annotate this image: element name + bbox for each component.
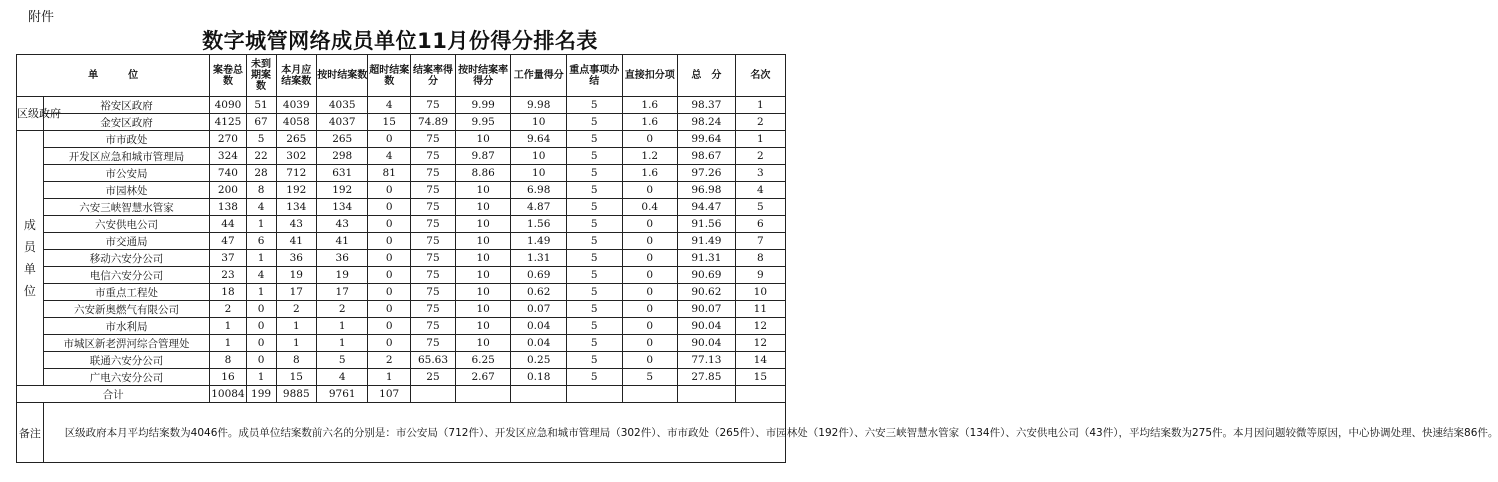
cell-workload-score: 0.25 xyxy=(511,352,567,369)
cell-deduction: 0 xyxy=(622,250,678,267)
header-row xyxy=(17,55,786,97)
table-row xyxy=(17,114,786,131)
unit-name: 裕安区政府 xyxy=(43,97,210,114)
cell-total-score: 77.13 xyxy=(678,352,736,369)
cell-deduction: 0 xyxy=(622,301,678,318)
table-row xyxy=(17,318,786,335)
col-header-total-score: 总 分 xyxy=(678,55,736,97)
table-row xyxy=(17,369,786,386)
table-row xyxy=(17,165,786,182)
cell-due: 265 xyxy=(276,131,317,148)
cell-total-score: 90.07 xyxy=(678,301,736,318)
cell-total-score: 90.04 xyxy=(678,318,736,335)
col-header-deduction: 直接扣分项 xyxy=(622,55,678,97)
cell-ontime-rate-score: 9.95 xyxy=(455,114,511,131)
unit-name: 电信六安分公司 xyxy=(43,267,210,284)
cell-key-items-score: 5 xyxy=(566,114,622,131)
cell-due: 17 xyxy=(276,284,317,301)
cell-ontime-rate-score: 2.67 xyxy=(455,369,511,386)
table-row xyxy=(17,148,786,165)
cell-overdue: 0 xyxy=(368,250,411,267)
ranking-table xyxy=(16,54,1498,463)
unit-name: 市水利局 xyxy=(43,318,210,335)
cell-key-items-score: 5 xyxy=(566,250,622,267)
table-row xyxy=(17,216,786,233)
cell-rank: 4 xyxy=(735,182,785,199)
totals-due: 9885 xyxy=(276,386,317,403)
cell-ontime: 43 xyxy=(317,216,368,233)
totals-not-due: 199 xyxy=(246,386,276,403)
cell-rank: 5 xyxy=(735,199,785,216)
cell-rank: 2 xyxy=(735,114,785,131)
cell-due: 302 xyxy=(276,148,317,165)
col-header-unit: 单 位 xyxy=(17,55,210,97)
cell-key-items-score: 5 xyxy=(566,335,622,352)
unit-name: 六安新奥燃气有限公司 xyxy=(43,301,210,318)
note-label: 备注 xyxy=(17,403,44,463)
cell-close-rate-score: 75 xyxy=(411,148,456,165)
cell-key-items-score: 5 xyxy=(566,369,622,386)
cell-case-total: 8 xyxy=(210,352,246,369)
cell-close-rate-score: 75 xyxy=(411,165,456,182)
cell-workload-score: 10 xyxy=(511,148,567,165)
col-header-due: 本月应结案数 xyxy=(276,55,317,97)
cell-case-total: 44 xyxy=(210,216,246,233)
cell-deduction: 0 xyxy=(622,335,678,352)
table-row xyxy=(17,182,786,199)
totals-empty xyxy=(411,386,456,403)
cell-overdue: 4 xyxy=(368,97,411,114)
cell-deduction: 1.6 xyxy=(622,97,678,114)
cell-workload-score: 0.18 xyxy=(511,369,567,386)
cell-workload-score: 0.69 xyxy=(511,267,567,284)
col-header-workload-score: 工作量得分 xyxy=(511,55,567,97)
cell-deduction: 1.6 xyxy=(622,165,678,182)
cell-deduction: 0 xyxy=(622,318,678,335)
cell-deduction: 0 xyxy=(622,233,678,250)
cell-ontime-rate-score: 10 xyxy=(455,301,511,318)
cell-key-items-score: 5 xyxy=(566,97,622,114)
cell-rank: 6 xyxy=(735,216,785,233)
cell-key-items-score: 5 xyxy=(566,199,622,216)
totals-ontime: 9761 xyxy=(317,386,368,403)
totals-empty xyxy=(678,386,736,403)
cell-ontime: 4037 xyxy=(317,114,368,131)
cell-due: 712 xyxy=(276,165,317,182)
cell-due: 1 xyxy=(276,318,317,335)
cell-case-total: 200 xyxy=(210,182,246,199)
cell-total-score: 98.37 xyxy=(678,97,736,114)
cell-not-due: 5 xyxy=(246,131,276,148)
group-label-member-char: 员 xyxy=(23,240,36,254)
cell-total-score: 27.85 xyxy=(678,369,736,386)
table-row xyxy=(17,284,786,301)
unit-name: 市市政处 xyxy=(43,131,210,148)
cell-close-rate-score: 75 xyxy=(411,318,456,335)
cell-deduction: 0.4 xyxy=(622,199,678,216)
cell-case-total: 740 xyxy=(210,165,246,182)
cell-close-rate-score: 75 xyxy=(411,335,456,352)
cell-deduction: 0 xyxy=(622,352,678,369)
unit-name: 六安供电公司 xyxy=(43,216,210,233)
cell-deduction: 5 xyxy=(622,369,678,386)
note-text: 区级政府本月平均结案数为4046件。成员单位结案数前六名的分别是：市公安局（712件）、开发区应急和城市管理局（302件）、市市政处（265件）、市园林处（192件）、六安三峡智慧水管家（134件）、六安供电公司（43件），平均结案数为275件。本月因问题较微等原因，中心协调处理、快速结案86件。 xyxy=(43,403,785,463)
cell-workload-score: 0.62 xyxy=(511,284,567,301)
cell-key-items-score: 5 xyxy=(566,216,622,233)
cell-deduction: 1.6 xyxy=(622,114,678,131)
cell-rank: 7 xyxy=(735,233,785,250)
cell-total-score: 90.04 xyxy=(678,335,736,352)
cell-rank: 2 xyxy=(735,148,785,165)
unit-name: 市公安局 xyxy=(43,165,210,182)
totals-case-total: 10084 xyxy=(210,386,246,403)
cell-key-items-score: 5 xyxy=(566,267,622,284)
cell-close-rate-score: 75 xyxy=(411,131,456,148)
cell-ontime-rate-score: 9.87 xyxy=(455,148,511,165)
cell-overdue: 0 xyxy=(368,216,411,233)
cell-workload-score: 10 xyxy=(511,165,567,182)
col-header-case-total: 案卷总数 xyxy=(210,55,246,97)
cell-deduction: 0 xyxy=(622,216,678,233)
cell-rank: 15 xyxy=(735,369,785,386)
cell-ontime: 192 xyxy=(317,182,368,199)
cell-due: 1 xyxy=(276,335,317,352)
cell-ontime: 2 xyxy=(317,301,368,318)
cell-close-rate-score: 75 xyxy=(411,284,456,301)
cell-not-due: 0 xyxy=(246,352,276,369)
cell-ontime-rate-score: 10 xyxy=(455,199,511,216)
cell-case-total: 4090 xyxy=(210,97,246,114)
unit-name: 金安区政府 xyxy=(43,114,210,131)
table-row xyxy=(17,250,786,267)
cell-close-rate-score: 75 xyxy=(411,250,456,267)
cell-ontime: 631 xyxy=(317,165,368,182)
cell-deduction: 0 xyxy=(622,182,678,199)
cell-ontime: 17 xyxy=(317,284,368,301)
cell-rank: 12 xyxy=(735,335,785,352)
cell-overdue: 4 xyxy=(368,148,411,165)
unit-name: 市园林处 xyxy=(43,182,210,199)
cell-workload-score: 9.98 xyxy=(511,97,567,114)
cell-total-score: 91.31 xyxy=(678,250,736,267)
cell-case-total: 37 xyxy=(210,250,246,267)
col-header-not-due: 未到期案数 xyxy=(246,55,276,97)
cell-rank: 1 xyxy=(735,97,785,114)
cell-case-total: 270 xyxy=(210,131,246,148)
cell-total-score: 90.69 xyxy=(678,267,736,284)
cell-total-score: 91.49 xyxy=(678,233,736,250)
col-header-key-items-score: 重点事项办结 xyxy=(566,55,622,97)
totals-overdue: 107 xyxy=(368,386,411,403)
cell-workload-score: 1.49 xyxy=(511,233,567,250)
table-row xyxy=(17,97,786,114)
table-row xyxy=(17,131,786,148)
totals-empty xyxy=(622,386,678,403)
cell-ontime-rate-score: 10 xyxy=(455,284,511,301)
cell-workload-score: 9.64 xyxy=(511,131,567,148)
cell-total-score: 99.64 xyxy=(678,131,736,148)
cell-due: 4039 xyxy=(276,97,317,114)
cell-key-items-score: 5 xyxy=(566,148,622,165)
cell-close-rate-score: 25 xyxy=(411,369,456,386)
cell-overdue: 0 xyxy=(368,182,411,199)
cell-ontime: 19 xyxy=(317,267,368,284)
cell-overdue: 2 xyxy=(368,352,411,369)
cell-overdue: 81 xyxy=(368,165,411,182)
cell-overdue: 0 xyxy=(368,199,411,216)
cell-rank: 1 xyxy=(735,131,785,148)
unit-name: 市城区新老淠河综合管理处 xyxy=(43,335,210,352)
cell-overdue: 15 xyxy=(368,114,411,131)
cell-case-total: 324 xyxy=(210,148,246,165)
cell-total-score: 98.67 xyxy=(678,148,736,165)
cell-workload-score: 6.98 xyxy=(511,182,567,199)
note-row xyxy=(17,403,786,463)
cell-due: 19 xyxy=(276,267,317,284)
cell-not-due: 1 xyxy=(246,216,276,233)
totals-empty xyxy=(566,386,622,403)
cell-ontime-rate-score: 10 xyxy=(455,216,511,233)
cell-overdue: 0 xyxy=(368,131,411,148)
col-header-ontime: 按时结案数 xyxy=(317,55,368,97)
unit-name: 移动六安分公司 xyxy=(43,250,210,267)
cell-ontime: 41 xyxy=(317,233,368,250)
group-label-district: 区级政府 xyxy=(17,97,44,131)
cell-not-due: 67 xyxy=(246,114,276,131)
cell-not-due: 0 xyxy=(246,301,276,318)
cell-due: 192 xyxy=(276,182,317,199)
cell-ontime: 4035 xyxy=(317,97,368,114)
cell-case-total: 4125 xyxy=(210,114,246,131)
cell-not-due: 22 xyxy=(246,148,276,165)
cell-due: 2 xyxy=(276,301,317,318)
cell-case-total: 23 xyxy=(210,267,246,284)
cell-key-items-score: 5 xyxy=(566,182,622,199)
col-header-rank: 名次 xyxy=(735,55,785,97)
cell-key-items-score: 5 xyxy=(566,284,622,301)
cell-total-score: 90.62 xyxy=(678,284,736,301)
unit-name: 六安三峡智慧水管家 xyxy=(43,199,210,216)
cell-not-due: 0 xyxy=(246,335,276,352)
cell-ontime: 134 xyxy=(317,199,368,216)
cell-case-total: 47 xyxy=(210,233,246,250)
cell-key-items-score: 5 xyxy=(566,318,622,335)
unit-name: 联通六安分公司 xyxy=(43,352,210,369)
cell-not-due: 1 xyxy=(246,369,276,386)
cell-workload-score: 10 xyxy=(511,114,567,131)
cell-not-due: 8 xyxy=(246,182,276,199)
cell-rank: 11 xyxy=(735,301,785,318)
cell-deduction: 0 xyxy=(622,131,678,148)
totals-empty xyxy=(455,386,511,403)
cell-overdue: 0 xyxy=(368,335,411,352)
cell-ontime: 4 xyxy=(317,369,368,386)
cell-ontime-rate-score: 10 xyxy=(455,250,511,267)
cell-close-rate-score: 75 xyxy=(411,182,456,199)
unit-name: 市交通局 xyxy=(43,233,210,250)
group-label-member-char: 位 xyxy=(23,284,36,298)
cell-not-due: 4 xyxy=(246,267,276,284)
table-row xyxy=(17,267,786,284)
col-header-close-rate-score: 结案率得分 xyxy=(411,55,456,97)
cell-ontime: 36 xyxy=(317,250,368,267)
cell-total-score: 94.47 xyxy=(678,199,736,216)
cell-not-due: 1 xyxy=(246,284,276,301)
cell-deduction: 0 xyxy=(622,284,678,301)
cell-deduction: 0 xyxy=(622,267,678,284)
cell-ontime-rate-score: 10 xyxy=(455,131,511,148)
cell-case-total: 16 xyxy=(210,369,246,386)
table-row xyxy=(17,352,786,369)
cell-overdue: 0 xyxy=(368,233,411,250)
cell-key-items-score: 5 xyxy=(566,233,622,250)
cell-total-score: 97.26 xyxy=(678,165,736,182)
cell-workload-score: 4.87 xyxy=(511,199,567,216)
cell-workload-score: 0.04 xyxy=(511,335,567,352)
cell-workload-score: 0.04 xyxy=(511,318,567,335)
cell-case-total: 138 xyxy=(210,199,246,216)
cell-due: 8 xyxy=(276,352,317,369)
cell-rank: 10 xyxy=(735,284,785,301)
cell-deduction: 1.2 xyxy=(622,148,678,165)
cell-not-due: 6 xyxy=(246,233,276,250)
cell-not-due: 51 xyxy=(246,97,276,114)
cell-close-rate-score: 75 xyxy=(411,199,456,216)
cell-ontime-rate-score: 10 xyxy=(455,335,511,352)
cell-not-due: 1 xyxy=(246,250,276,267)
cell-ontime: 298 xyxy=(317,148,368,165)
cell-rank: 8 xyxy=(735,250,785,267)
cell-case-total: 18 xyxy=(210,284,246,301)
cell-workload-score: 1.56 xyxy=(511,216,567,233)
cell-due: 36 xyxy=(276,250,317,267)
group-label-member-char: 单 xyxy=(23,262,36,276)
table-row xyxy=(17,199,786,216)
table-row xyxy=(17,233,786,250)
cell-ontime: 1 xyxy=(317,335,368,352)
cell-overdue: 0 xyxy=(368,267,411,284)
cell-key-items-score: 5 xyxy=(566,301,622,318)
cell-not-due: 28 xyxy=(246,165,276,182)
unit-name: 开发区应急和城市管理局 xyxy=(43,148,210,165)
cell-not-due: 4 xyxy=(246,199,276,216)
cell-close-rate-score: 75 xyxy=(411,216,456,233)
cell-overdue: 0 xyxy=(368,301,411,318)
table-row xyxy=(17,335,786,352)
totals-label: 合计 xyxy=(17,386,210,403)
attachment-label: 附件 xyxy=(28,10,55,25)
cell-rank: 9 xyxy=(735,267,785,284)
page-title: 数字城管网络成员单位11月份得分排名表 xyxy=(202,29,598,53)
unit-name: 广电六安分公司 xyxy=(43,369,210,386)
cell-due: 15 xyxy=(276,369,317,386)
col-header-overdue: 超时结案数 xyxy=(368,55,411,97)
totals-row xyxy=(17,386,786,403)
group-label-member-char: 成 xyxy=(23,218,36,232)
cell-workload-score: 1.31 xyxy=(511,250,567,267)
cell-ontime-rate-score: 9.99 xyxy=(455,97,511,114)
table-row xyxy=(17,301,786,318)
cell-workload-score: 0.07 xyxy=(511,301,567,318)
cell-due: 41 xyxy=(276,233,317,250)
totals-empty xyxy=(735,386,785,403)
cell-key-items-score: 5 xyxy=(566,131,622,148)
cell-rank: 12 xyxy=(735,318,785,335)
cell-ontime-rate-score: 8.86 xyxy=(455,165,511,182)
cell-due: 4058 xyxy=(276,114,317,131)
cell-key-items-score: 5 xyxy=(566,165,622,182)
cell-ontime: 5 xyxy=(317,352,368,369)
unit-name: 市重点工程处 xyxy=(43,284,210,301)
cell-not-due: 0 xyxy=(246,318,276,335)
cell-case-total: 2 xyxy=(210,301,246,318)
totals-empty xyxy=(511,386,567,403)
cell-ontime-rate-score: 10 xyxy=(455,318,511,335)
cell-total-score: 96.98 xyxy=(678,182,736,199)
cell-close-rate-score: 74.89 xyxy=(411,114,456,131)
cell-overdue: 0 xyxy=(368,284,411,301)
cell-ontime: 1 xyxy=(317,318,368,335)
cell-rank: 3 xyxy=(735,165,785,182)
cell-total-score: 98.24 xyxy=(678,114,736,131)
cell-overdue: 1 xyxy=(368,369,411,386)
cell-ontime-rate-score: 10 xyxy=(455,233,511,250)
col-header-ontime-rate-score: 按时结案率得分 xyxy=(455,55,511,97)
cell-close-rate-score: 75 xyxy=(411,233,456,250)
cell-ontime-rate-score: 6.25 xyxy=(455,352,511,369)
cell-close-rate-score: 75 xyxy=(411,301,456,318)
cell-ontime-rate-score: 10 xyxy=(455,182,511,199)
cell-ontime: 265 xyxy=(317,131,368,148)
cell-due: 134 xyxy=(276,199,317,216)
cell-close-rate-score: 75 xyxy=(411,267,456,284)
cell-due: 43 xyxy=(276,216,317,233)
cell-rank: 14 xyxy=(735,352,785,369)
cell-case-total: 1 xyxy=(210,318,246,335)
group-label-member xyxy=(17,131,44,386)
cell-overdue: 0 xyxy=(368,318,411,335)
cell-case-total: 1 xyxy=(210,335,246,352)
cell-close-rate-score: 65.63 xyxy=(411,352,456,369)
cell-ontime-rate-score: 10 xyxy=(455,267,511,284)
cell-total-score: 91.56 xyxy=(678,216,736,233)
cell-key-items-score: 5 xyxy=(566,352,622,369)
cell-close-rate-score: 75 xyxy=(411,97,456,114)
